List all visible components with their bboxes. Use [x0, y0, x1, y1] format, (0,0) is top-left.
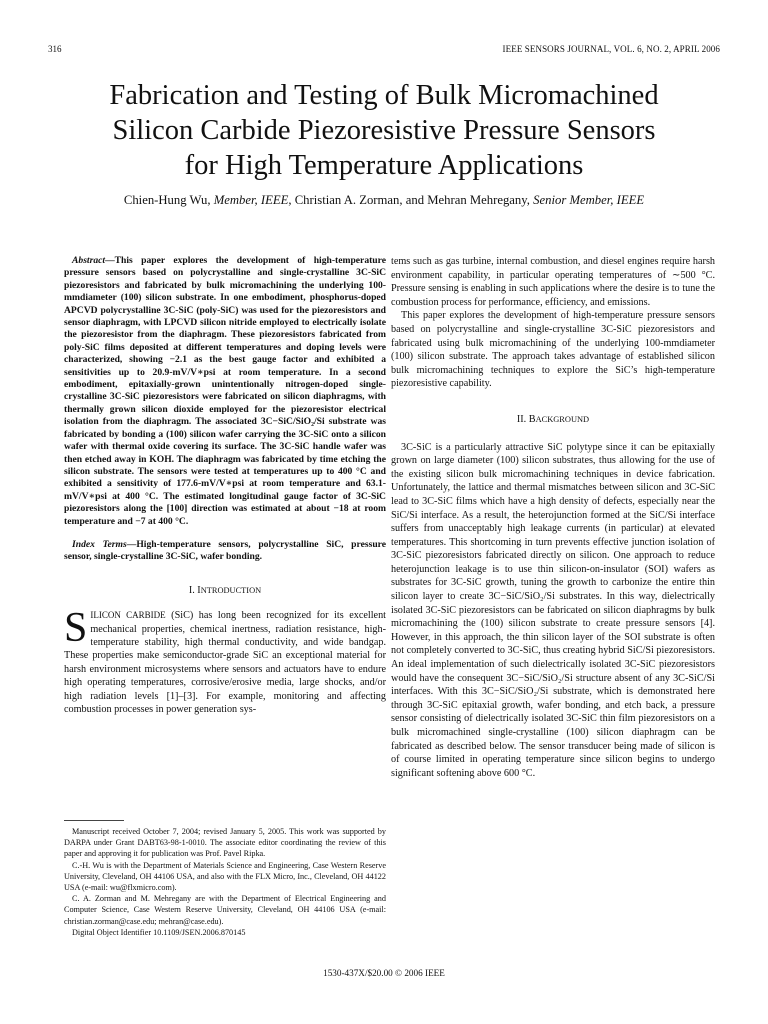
index-terms-text: —High-temperature sensors, polycrystalline SiC, pressure sensor, single-crystalline 3C-SiC, wafer bonding.: [64, 538, 386, 563]
author-line: [40, 193, 728, 208]
journal-header: IEEE SENSORS JOURNAL, VOL. 6, NO. 2, APRIL 2006: [502, 44, 720, 54]
body-paragraph: tems such as gas turbine, internal combustion, and diesel engines require harsh environment capability, in particular operating temperatures of ∼500 °C. Pressure sensing is enabling in such applications where the desire is to tune the combustion process for performance, efficiency, and emissions.: [391, 256, 715, 308]
abstract: [64, 255, 386, 528]
copyright-line: 1530-437X/$20.00 © 2006 IEEE: [323, 968, 445, 978]
abstract-label: Abstract: [72, 255, 106, 266]
section-heading-introduction: I. INTRODUCTION: [188, 584, 262, 596]
footnote-doi: Digital Object Identifier 10.1109/JSEN.2006.870145: [72, 927, 246, 937]
footnote-affiliation-wu: C.-H. Wu is with the Department of Materials Science and Engineering, Case Western Reserve University, Cleveland, OH 44106 USA, and also with the FLX Micro, Inc., Cleveland, OH 44122 USA (e-mail: wu@flxmicro.com).: [64, 860, 386, 893]
drop-cap: S: [64, 605, 88, 652]
intro-lead: ILICON CARBIDE: [90, 610, 166, 621]
author-role: Member, IEEE: [213, 193, 289, 207]
paper-title: [40, 78, 728, 183]
right-column: [391, 255, 715, 780]
title-line: Silicon Carbide Piezoresistive Pressure Sensors: [112, 115, 656, 146]
author-name: Chien-Hung Wu,: [123, 193, 214, 207]
intro-text: (SiC) has long been recognized for its excellent mechanical properties, chemical inertness, radiation resistance, high-temperature stability, high thermal conductivity, and wide bandgap. These properties make semiconductor-grade SiC an exceptional material for harsh environment microsystems where sensors and actuators have to endure high operating temperatures, corrosive/erosive media, large shocks, and/or high radiation levels [1]–[3]. For example, monitoring and affecting combustion processes in power generation sys-: [64, 610, 386, 715]
body-paragraph: 3C-SiC is a particularly attractive SiC polytype since it can be epitaxially grown on large diameter (100) silicon substrates, thus allowing for the use of the existing silicon bulk micromachining techniques in device fabrication. Unfortunately, the lattice and thermal mismatches between silicon and 3C-SiC lead to 3C-SiC films which have a high density of defects, especially near the SiC/Si interface. As a result, the heterojunction formed at the SiC/Si interface suffers from unacceptably high leakage currents (in particular) at elevated temperatures. This shortcoming in turn prevents effective junction isolation of 3C-SiC piezoresistors fabricated directly on silicon. One approach to reduce heterojunction leakage is to use thin silicon-on-insulator (SOI) wafers as substrates for 3C-SiC growth, tuning the growth to carbonize the entire thin silicon layer to create 3C−SiC/SiO₂/Si substrates. In this way, dielectrically isolated 3C-SiC piezoresistors can be fabricated on silicon diaphragms by bulk micromachining the (100) silicon substrate to create pressure sensors [4]. However, in this approach, the thin silicon layer of the SOI substrate is often not completely converted to 3C-SiC, thus creating hybrid SiC/Si piezoresistors. An ideal implementation of such dielectrically isolated 3C-SiC piezoresistors would have the consequent 3C−SiC/SiO₂/Si structure absent of any 3C-SiC/Si interfaces. With this 3C−SiC/SiO₂/Si substrate, which is demonstrated here through 3C-SiC epitaxial growth, wafer bonding, and etch back, a pressure sensor consisting of dielectrically isolated 3C-SiC thin film piezoresistors on a bulk micromachined single-crystalline (100) silicon diaphragm can be fabricated as described below. The sensor transducer being made of silicon is of course limited in operating temperature since silicon begins to undergo significant softening above 600 °C.: [391, 441, 715, 779]
index-terms: [64, 539, 386, 564]
abstract-text: —This paper explores the development of high-temperature pressure sensors based on polycrystalline and single-crystalline 3C-SiC piezoresistors and fabricated by bulk micromachining the underlying 100-mmdiameter (100) silicon substrate. In one embodiment, phosphorus-doped APCVD polycrystalline 3C-SiC (poly-SiC) was used for the piezoresistors and sensor diaphragm, with LPCVD silicon nitride employed to electrically isolate the piezoresistor from the diaphragm. These piezoresistors fabricated from poly-SiC films deposited at different temperatures and doping levels were characterized, showing −2.1 as the best gauge factor and exhibited a sensitivities up to 20.9-mV/V∗psi at room temperature. In a second embodiment, epitaxially-grown unintentionally nitrogen-doped single-crystalline 3C-SiC piezoresistors were fabricated on silicon diaphragms, with thermally grown silicon dioxide employed for the piezoresistor electrical isolation from the diaphragm. The associated 3C−SiC/SiO₂/Si substrate was fabricated by bonding a (100) silicon wafer carrying the 3C-SiC onto a silicon wafer with thermal oxide covering its surface. The 3C-SiC handle wafer was then etched away in KOH. The diaphragm was fabricated by time etching the silicon substrate. The sensors were tested at temperatures up to 400 °C and exhibited a sensitivity of 177.6-mV/V∗psi at room temperature and 63.1-mV/V∗psi at 400 °C. The estimated longitudinal gauge factor of 3C-SiC piezoresistors along the [100] direction was estimated at about −18 at room temperature and −7 at 400 °C.: [64, 255, 386, 527]
footnote-affiliation-zorman: C. A. Zorman and M. Mehregany are with the Department of Electrical Engineering and Computer Science, Case Western Reserve University, Cleveland, OH 44106 USA (e-mail: christian.zorman@case.edu; mehran@case.edu).: [64, 894, 386, 926]
footnote: [64, 826, 386, 938]
body-paragraph: This paper explores the development of high-temperature pressure sensors based on polycrystalline and single-crystalline 3C-SiC piezoresistors and fabricated using bulk micromachining of the underlying 100-mmdiameter (100) silicon substrate. The approach takes advantage of established silicon bulk micromachining techniques to explore the SiC’s high-temperature piezoresistive capability.: [391, 310, 715, 390]
title-line: for High Temperature Applications: [184, 150, 584, 181]
section-heading-background: II. BACKGROUND: [516, 413, 590, 425]
introduction-paragraph: [64, 605, 386, 716]
footnote-rule: [64, 820, 124, 821]
author-role: Senior Member, IEEE: [533, 193, 645, 207]
index-terms-label: Index Terms: [72, 538, 127, 550]
title-line: Fabrication and Testing of Bulk Micromachined: [109, 80, 659, 111]
author-name: , Christian A. Zorman, and Mehran Mehregany,: [288, 193, 534, 207]
footnote-manuscript: Manuscript received October 7, 2004; revised January 5, 2005. This work was supported by DARPA under Grant DABT63-98-1-0010. The associate editor coordinating the review of this paper and approving it for publication was Prof. Pavel Ripka.: [64, 827, 386, 859]
page-number: 316: [48, 44, 62, 54]
left-column: [64, 255, 386, 716]
